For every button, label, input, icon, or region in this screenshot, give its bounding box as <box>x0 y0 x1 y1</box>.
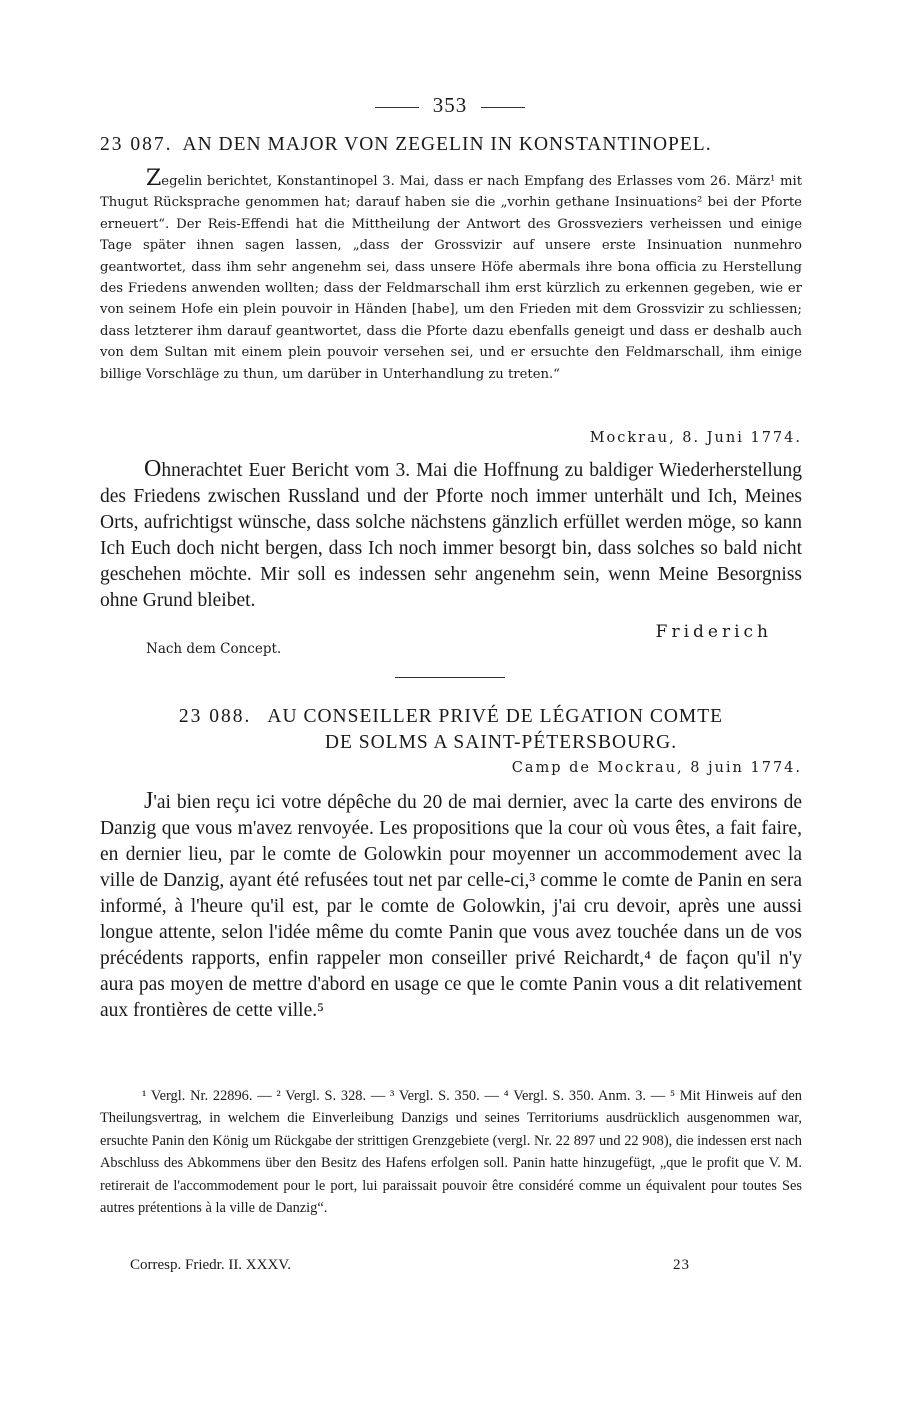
letter-heading-23088-line2: DE SOLMS A SAINT-PÉTERSBOURG. <box>324 732 678 753</box>
page-number-rule-left <box>375 107 419 108</box>
page-number-rule-right <box>481 107 525 108</box>
letter-body <box>100 456 802 614</box>
place-date: Mockrau, 8. Juni 1774. <box>589 430 802 446</box>
letter-number: 23 087. <box>100 134 173 155</box>
letter-recipient: AN DEN MAJOR VON ZEGELIN IN KONSTANTINOPEL. <box>182 134 712 155</box>
footnotes: ¹ Vergl. Nr. 22896. — ² Vergl. S. 328. — ³ Vergl. S. 350. — ⁴ Vergl. S. 350. Anm. 3. — ⁵ Mit Hinweis auf den Theilungsvertrag, in welchem die Einverleibung Danzigs und seines Territoriums ausdrücklich ausgenommen war, ersuchte Panin den König um Rückgabe der strittigen Grenzgebiete (vergl. Nr. 22 897 und 22 908), die indessen erst nach Abschluss des Abkommens über den Besitz des Hafens erfolgen soll. Panin hatte hinzugefügt, „que le profit que V. M. retirerait de l'accommodement pour le port, lui paraissait pouvoir être considéré comme un équivalent pour toutes Ses autres prétentions à la ville de Danzig“. <box>100 1088 802 1217</box>
summary-initial: Z <box>146 166 162 191</box>
signature-mark: 23 <box>673 1257 690 1273</box>
letter-text: hnerachtet Euer Bericht vom 3. Mai die Hoffnung zu baldiger Wiederherstellung des Friedens zwischen Russland und der Pforte noch immer unterhält und Ich, Meines Orts, aufrichtigst wünsche, dass solche nächstens gänzlich erfüllet werden möge, so kann Ich Euch doch nicht bergen, dass Ich noch immer besorgt bin, dass solches so bald nicht geschehen möchte. Mir soll es indessen sehr angenehm sein, wenn Meine Besorgniss ohne Grund bleibet. <box>100 460 802 611</box>
letter-text: 'ai bien reçu ici votre dépêche du 20 de mai dernier, avec la carte des environs de Danzig que vous m'avez renvoyée. Les propositions que la cour où vous êtes, a fait faire, en dernier lieu, par le comte de Golowkin pour moyenner un accommodement avec la ville de Danzig, ayant été refusées tout net par celle-ci,³ comme le comte de Panin en sera informé, à l'heure qu'il est, par le comte de Golowkin, j'ai cru devoir, après une aussi longue attente, selon l'idée même du comte Panin que vous avez touchée dans un de vos précédents rapports, enfin rappeler mon conseiller privé Reichardt,⁴ de façon qu'il n'y aura pas moyen de mettre d'abord en usage ce que le comte Panin vous a dit relativement aux frontières de cette ville.⁵ <box>100 792 802 1021</box>
letter-number: 23 088. <box>178 706 252 727</box>
source-note: Nach dem Concept. <box>146 641 282 657</box>
page-number-row <box>0 93 900 118</box>
page-footer <box>130 1257 690 1274</box>
report-summary <box>100 168 802 385</box>
letter-initial: O <box>144 456 162 482</box>
letter-initial: J <box>144 788 154 814</box>
place-date: Camp de Mockrau, 8 juin 1774. <box>511 760 802 776</box>
page-number: 353 <box>432 93 468 117</box>
section-divider <box>395 677 505 678</box>
signature: Friderich <box>655 622 772 642</box>
letter-body-french <box>100 788 802 1024</box>
letter-heading-23087 <box>100 134 802 156</box>
footer-source: Corresp. Friedr. II. XXXV. <box>130 1257 291 1273</box>
letter-heading-23088 <box>100 706 802 728</box>
summary-text: egelin berichtet, Konstantinopel 3. Mai, dass er nach Empfang des Erlasses vom 26. März¹ mit Thugut Rücksprache genommen hat; darauf haben sie die „vorhin gethane Insinuations² bei der Pforte erneuert“. Der Reis-Effendi hat die Mittheilung der Antwort des Grossveziers verheissen und einige Tage später ihnen sagen lassen, „dass der Grossvizir auf unsere erste Insinuation nunmehro geantwortet, dass ihm sehr angenehm sei, dass unsere Höfe abermals ihre bona officia zu Herstellung des Friedens anwenden wollten; dass der Feldmarschall ihm erst kürzlich zu erkennen gegeben, wie er von seinem Hofe ein plein pouvoir in Händen [habe], um den Frieden mit dem Grossvizir zu schliessen; dass letzterer ihm darauf geantwortet, dass die Pforte dazu ebenfalls geneigt und dass er deshalb auch von dem Sultan mit einem plein pouvoir versehen sei, und er ersuchte den Feldmarschall, ihm einige billige Vorschläge zu thun, um darüber in Unterhandlung zu treten.“ <box>100 174 802 382</box>
letter-recipient-line1: AU CONSEILLER PRIVÉ DE LÉGATION COMTE <box>267 706 724 727</box>
